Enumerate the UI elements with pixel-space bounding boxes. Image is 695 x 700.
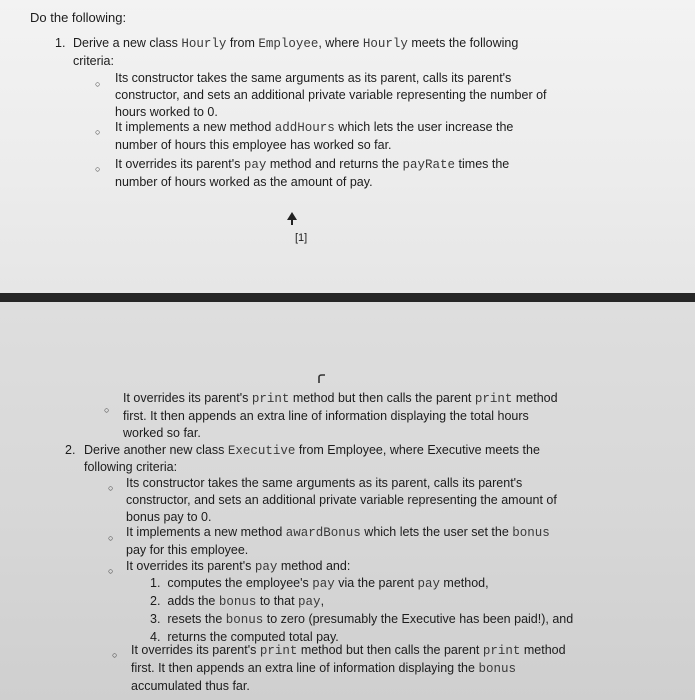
item-1-line-2: criteria: bbox=[73, 54, 114, 68]
item-2-bullet-2: It implements a new method awardBonus which lets the user set the bonus pay for this employee. bbox=[126, 525, 550, 557]
mouse-pointer-icon bbox=[286, 212, 298, 228]
item-1-bullet-2: It implements a new method addHours which lets the user increase the number of hours this employee has worked so far. bbox=[115, 120, 514, 152]
bullet-icon: ○ bbox=[108, 566, 114, 576]
document-page-bottom bbox=[0, 302, 695, 700]
item-2-bullet-3: It overrides its parent's pay method and: bbox=[126, 559, 351, 574]
executive-print-bullet: It overrides its parent's print method but then calls the parent print method first. It then appends an extra line of information displaying the bonus accumulated thus far. bbox=[131, 643, 566, 693]
pay-step: 3. resets the bonus to zero (presumably the Executive has been paid!), and bbox=[150, 612, 574, 627]
pay-step: 4. returns the computed total pay. bbox=[150, 630, 339, 644]
page-heading: Do the following: bbox=[30, 10, 127, 25]
bullet-icon: ○ bbox=[104, 405, 110, 415]
item-2-bullet-1: Its constructor takes the same arguments as its parent, calls its parent's constructor, and sets an additional private variable representing the amount of bonus pay to 0. bbox=[126, 476, 557, 524]
item-1-bullet-1: Its constructor takes the same arguments as its parent, calls its parent's constructor, and sets an additional private variable representing the number of hours worked to 0. bbox=[115, 71, 547, 119]
bullet-icon: ○ bbox=[95, 164, 101, 174]
item-2-line-2: following criteria: bbox=[84, 460, 178, 474]
bullet-icon: ○ bbox=[108, 483, 114, 493]
bullet-icon: ○ bbox=[112, 650, 118, 660]
pay-steps-list bbox=[150, 575, 573, 646]
item-2-line-1: Derive another new class Executive from Employee, where Executive meets the bbox=[84, 443, 540, 458]
item-1-line-1: Derive a new class Hourly from Employee, where Hourly meets the following bbox=[73, 36, 519, 51]
bullet-icon: ○ bbox=[95, 79, 101, 89]
item-1-number: 1. bbox=[55, 36, 66, 50]
bullet-icon: ○ bbox=[108, 533, 114, 543]
marks-label: [1] bbox=[295, 232, 308, 244]
bullet-icon: ○ bbox=[95, 127, 101, 137]
text-cursor-icon bbox=[318, 374, 326, 384]
hourly-print-bullet: It overrides its parent's print method but then calls the parent print method first. It then appends an extra line of information displaying the total hours worked so far. bbox=[123, 391, 558, 440]
document-page-top bbox=[0, 0, 695, 293]
pay-step: 2. adds the bonus to that pay, bbox=[150, 594, 325, 609]
pay-step: 1. computes the employee's pay via the parent pay method, bbox=[150, 576, 489, 591]
page-divider bbox=[0, 293, 695, 302]
item-2-number: 2. bbox=[65, 443, 76, 457]
item-1-bullet-3: It overrides its parent's pay method and returns the payRate times the number of hours worked as the amount of pay. bbox=[115, 157, 510, 189]
